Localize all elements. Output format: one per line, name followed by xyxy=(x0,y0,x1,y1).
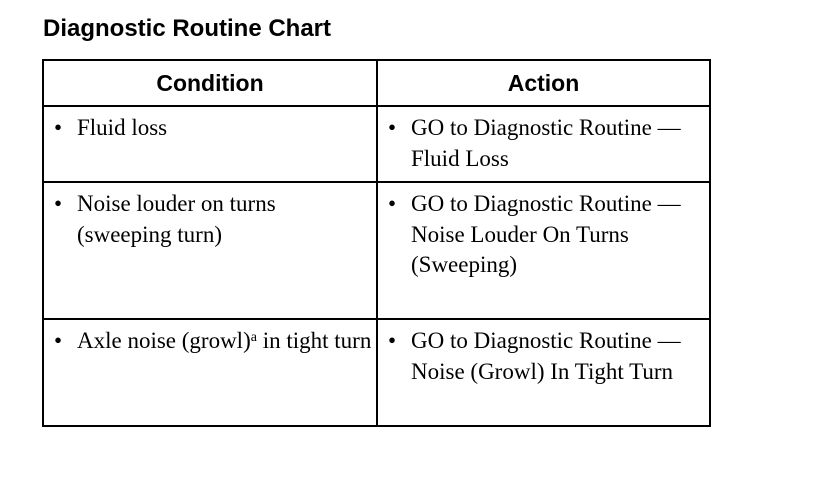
list-item xyxy=(54,189,372,250)
footnote-marker: a xyxy=(250,330,257,345)
condition-text: Noise louder on turns (sweeping turn) xyxy=(77,191,276,247)
condition-cell xyxy=(43,319,377,426)
bullet-icon: • xyxy=(388,191,397,216)
action-text: GO to Diagnostic Routine — Noise (Growl) In Tight Turn xyxy=(411,328,681,384)
bullet-icon: • xyxy=(388,115,397,140)
action-text: GO to Diagnostic Routine — Fluid Loss xyxy=(411,115,681,171)
list-item xyxy=(388,189,705,281)
action-cell xyxy=(377,319,710,426)
bullet-icon: • xyxy=(388,328,397,353)
table-row xyxy=(43,319,710,426)
action-text: GO to Diagnostic Routine — Noise Louder On Turns (Sweeping) xyxy=(411,191,681,277)
condition-text-rest: in tight turn xyxy=(256,328,372,353)
table-row xyxy=(43,106,710,182)
action-cell xyxy=(377,182,710,319)
column-header-condition: Condition xyxy=(43,60,377,106)
condition-text xyxy=(77,326,372,357)
bullet-icon: • xyxy=(54,191,63,216)
condition-text: Fluid loss xyxy=(77,115,168,140)
condition-cell xyxy=(43,182,377,319)
list-item xyxy=(54,326,372,357)
table-header-row xyxy=(43,60,710,106)
condition-text-main: Axle noise (growl) xyxy=(77,328,251,353)
condition-cell xyxy=(43,106,377,182)
column-header-action: Action xyxy=(377,60,710,106)
list-item xyxy=(388,326,705,387)
list-item xyxy=(388,113,705,174)
bullet-icon: • xyxy=(54,328,63,353)
page-title: Diagnostic Routine Chart xyxy=(43,15,332,42)
diagnostic-routine-table xyxy=(42,59,711,427)
bullet-icon: • xyxy=(54,115,63,140)
action-cell xyxy=(377,106,710,182)
list-item xyxy=(54,113,372,144)
table-row xyxy=(43,182,710,319)
